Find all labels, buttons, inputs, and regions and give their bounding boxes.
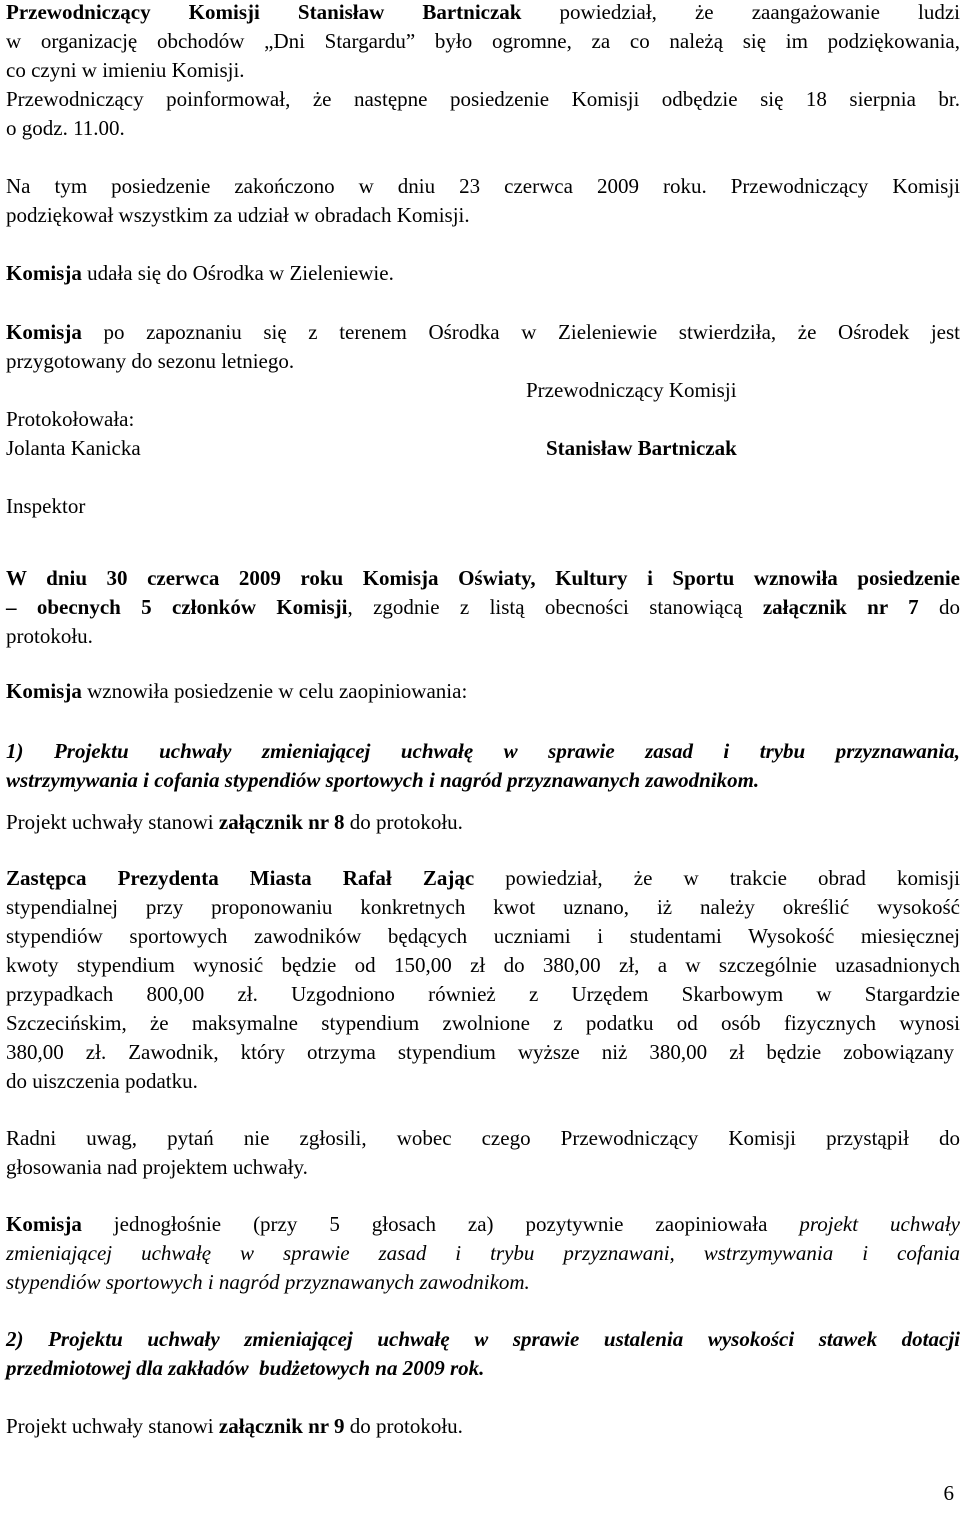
text-line	[6, 1210, 960, 1239]
agenda-item-1	[6, 737, 960, 795]
text-line: 380,00 zł. Zawodnik, który otrzyma stypendium wyższe niż 380,00 zł będzie zobowiązany	[6, 1040, 954, 1064]
subject-bold: Komisja	[6, 261, 82, 285]
text-span: jednogłośnie (przy 5 głosach za) pozytywnie zaopiniowała	[81, 1212, 800, 1236]
paragraph-site-findings	[6, 318, 960, 376]
recorder-name: Jolanta Kanicka	[6, 436, 141, 460]
agenda-item-2	[6, 1325, 960, 1383]
text-span: udała się do Ośrodka w Zieleniewie.	[81, 261, 394, 285]
paragraph-attachment-8	[6, 808, 960, 837]
paragraph-session-resumed	[6, 564, 960, 651]
agenda-title: 2) Projektu uchwały zmieniającej uchwałę w sprawie ustalenia wysokości stawek dotacji	[6, 1327, 960, 1351]
recorder-label: Protokołowała:	[6, 407, 135, 431]
text-line	[6, 1239, 960, 1268]
italic-text: zmieniającej uchwałę w sprawie zasad i trybu przyznawani, wstrzymywania i cofania	[6, 1241, 960, 1265]
paragraph-site-visit	[6, 259, 960, 288]
text-line	[6, 808, 960, 837]
text-line	[6, 766, 960, 795]
text-line	[6, 737, 960, 766]
text-span: powiedział, że zaangażowanie ludzi	[521, 0, 960, 24]
bold-text: – obecnych 5 członków Komisji	[6, 595, 348, 619]
text-line: do uiszczenia podatku.	[6, 1069, 198, 1093]
agenda-title: przedmiotowej dla zakładów budżetowych na 2009 rok.	[6, 1356, 485, 1380]
paragraph-no-remarks	[6, 1124, 960, 1182]
italic-text: stypendiów sportowych i nagród przyznawanych zawodnikom.	[6, 1270, 530, 1294]
agenda-title: 1) Projektu uchwały zmieniającej uchwałę w sprawie zasad i trybu przyznawania,	[6, 739, 960, 763]
chair-name-text: Stanisław Bartniczak	[546, 436, 737, 460]
chair-title: Przewodniczący Komisji	[526, 378, 737, 402]
paragraph-purpose	[6, 677, 960, 706]
text-line: co czyni w imieniu Komisji.	[6, 58, 245, 82]
subject-bold: Komisja	[6, 320, 82, 344]
text-line: głosowania nad projektem uchwały.	[6, 1155, 308, 1179]
text-span: po zapoznaniu się z terenem Ośrodka w Zieleniewie stwierdziła, że Ośrodek jest	[81, 320, 960, 344]
recorder-role: Inspektor	[6, 494, 86, 518]
text-line	[6, 1412, 960, 1441]
agenda-title: wstrzymywania i cofania stypendiów sportowych i nagród przyznawanych zawodnikom.	[6, 768, 760, 792]
text-span: Projekt uchwały stanowi	[6, 1414, 219, 1438]
text-line	[6, 1268, 960, 1297]
text-span: powiedział, że w trakcie obrad komisji	[474, 866, 960, 890]
text-line: stypendiów sportowych zawodników będących uczniami i studentami Wysokość miesięcznej	[6, 924, 960, 948]
speaker-name: Przewodniczący Komisji Stanisław Bartniczak	[6, 0, 522, 24]
text-line: stypendialnej przy proponowaniu konkretnych kwot uznano, iż należy określić wysokość	[6, 895, 960, 919]
paragraph-attachment-9	[6, 1412, 960, 1441]
attachment-ref: załącznik nr 8	[218, 810, 345, 834]
text-line	[6, 0, 960, 27]
text-span: do protokołu.	[344, 1414, 463, 1438]
text-line	[6, 864, 960, 893]
text-line	[6, 593, 960, 622]
italic-text: projekt uchwały	[799, 1212, 960, 1236]
text-line: podziękował wszystkim za udział w obradach Komisji.	[6, 203, 470, 227]
attachment-ref: załącznik nr 9	[218, 1414, 345, 1438]
text-span: do	[918, 595, 960, 619]
subject-bold: Komisja	[6, 679, 82, 703]
chair-name	[546, 434, 737, 463]
text-line: w organizację obchodów „Dni Stargardu” było ogromne, za co należą się im podziękowania,	[6, 29, 960, 53]
speaker-name: Zastępca Prezydenta Miasta Rafał Zając	[6, 866, 475, 890]
text-line: przygotowany do sezonu letniego.	[6, 349, 295, 373]
text-line	[6, 677, 960, 706]
text-line: Radni uwag, pytań nie zgłosili, wobec czego Przewodniczący Komisji przystąpił do	[6, 1126, 960, 1150]
paragraph-session-end	[6, 172, 960, 230]
paragraph-vote-result	[6, 1210, 960, 1297]
paragraph-deputy-mayor	[6, 864, 960, 1096]
text-line	[6, 259, 960, 288]
text-line: Przewodniczący poinformował, że następne posiedzenie Komisji odbędzie się 18 sierpnia br.	[6, 87, 960, 111]
bold-text: W dniu 30 czerwca 2009 roku Komisja Oświaty, Kultury i Sportu wznowiła posiedzenie	[6, 566, 960, 590]
text-line	[6, 1354, 960, 1383]
attachment-ref: załącznik nr 7	[762, 595, 919, 619]
text-line: Na tym posiedzenie zakończono w dniu 23 czerwca 2009 roku. Przewodniczący Komisji	[6, 174, 960, 198]
text-span: do protokołu.	[344, 810, 463, 834]
text-span: , zgodnie z listą obecności stanowiącą	[347, 595, 763, 619]
subject-bold: Komisja	[6, 1212, 82, 1236]
text-line: o godz. 11.00.	[6, 116, 125, 140]
text-span: Projekt uchwały stanowi	[6, 810, 219, 834]
text-span: wznowiła posiedzenie w celu zaopiniowania:	[81, 679, 468, 703]
page-number: 6	[943, 1481, 954, 1505]
text-line: przypadkach 800,00 zł. Uzgodniono również z Urzędem Skarbowym w Stargardzie	[6, 982, 960, 1006]
text-line: kwoty stypendium wynosić będzie od 150,00 zł do 380,00 zł, a w szczególnie uzasadnionych	[6, 953, 960, 977]
text-line: protokołu.	[6, 624, 93, 648]
text-line: Szczecińskim, że maksymalne stypendium zwolnione z podatku od osób fizycznych wynosi	[6, 1011, 960, 1035]
text-line	[6, 564, 960, 593]
text-line	[6, 318, 960, 347]
paragraph-closing-remarks	[6, 0, 960, 143]
text-line	[6, 1325, 960, 1354]
